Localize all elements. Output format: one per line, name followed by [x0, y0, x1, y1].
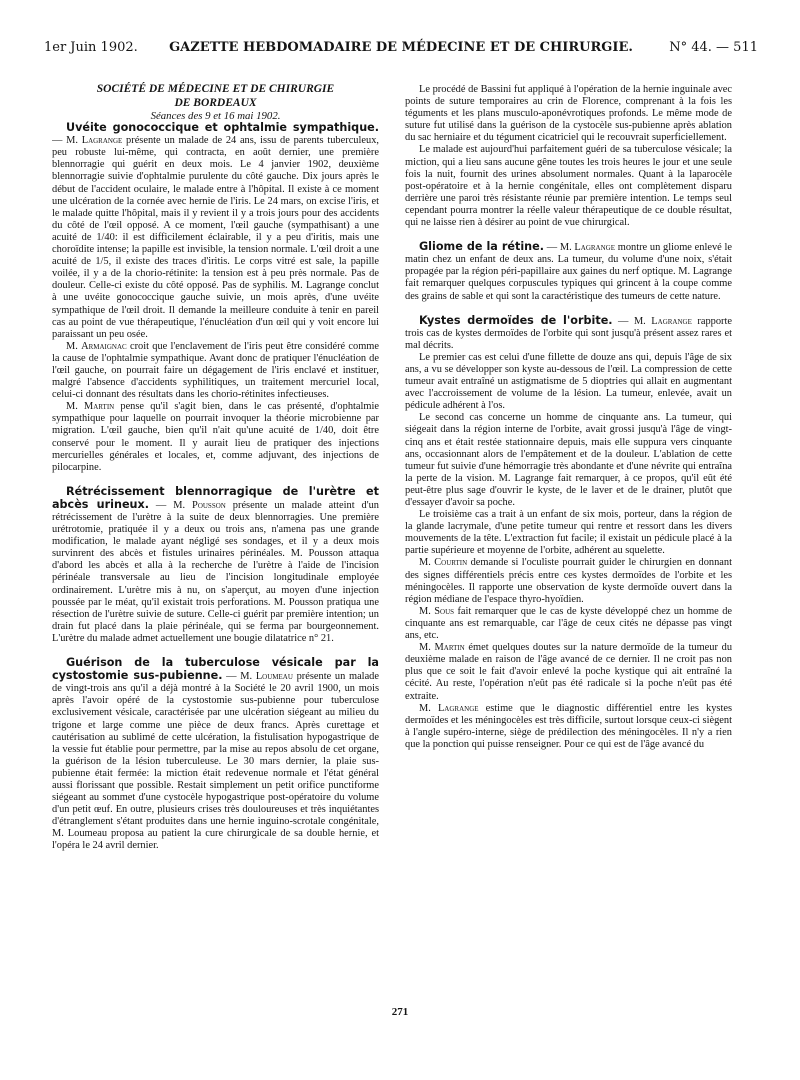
author-name: Loumeau: [255, 671, 293, 683]
paragraph-text: rapporte trois cas de kystes dermoïdes de l'orbite qui sont jusqu'à présent assez rares et mal décrits.: [405, 315, 732, 351]
author-name: Pousson: [192, 499, 226, 511]
author-name: Lagrange: [81, 135, 123, 147]
running-header: [44, 40, 758, 58]
paragraph: [405, 703, 732, 751]
paragraph: Le second cas concerne un homme de cinquante ans. La tumeur, qui siégeait dans la région interne de l'orbite, avait grossi jusqu'à l'âge de vingt-cinq ans et était restée stationnaire depuis, mais elle suppura vers cinquante ans, occasionnant alors de l'empâtement et de la douleur. L'ablation de cette tumeur fut suivie d'une hémorragie très abondante et d'une névrite qui entraîna la perte de la vision. M. Lagrange fait remarquer, à ce propos, qu'il eût été peut-être plus sage d'ouvrir le kyste, de le laver et de le drainer, plutôt que d'essayer d'avoir sa poche.: [405, 412, 732, 508]
section-retrecissement: [52, 486, 379, 645]
paragraph-text: présente un malade de vingt-trois ans qu'il a déjà montré à la Société le 20 avril 1900, un mois après l'avoir opéré de la cystostomie sus-pubienne pour tuberculose exclusivement vésicale, caractérisée par une ulcération siégeant au milieu du trigone et large comme une pièce de deux francs. Après curettage et cautérisation au sublimé de cette ulcération, la fistulisation hypogastrique de la vessie fut établie pour permettre, par la mise au repos absolu de cet organe, la guérison de la lésion tuberculeuse. Le 30 mars dernier, la plaie sus-pubienne était fermée: la miction était redevenue normale et l'état général aussi florissant que possible. Restait simplement un petit orifice punctiforme siégeant au sommet d'une cystocèle hypogastrique post-opératoire du volume d'un petit œuf. En outre, plusieurs crises très douloureuses et très inquiétantes d'étranglement s'étant produites dans une hernie inguino-scrotale congénitale, M. Loumeau proposa au patient la cure chirurgicale de sa double hernie, et l'opéra le 24 avril dernier.: [52, 671, 379, 852]
mr-prefix: M.: [66, 340, 82, 352]
paragraph: [405, 642, 732, 702]
paragraph: Le troisième cas a trait à un enfant de six mois, porteur, dans la région de la glande lacrymale, d'une petite tumeur qui rentre et ressort dans les divers mouvements de la tête. L'extraction fut facile; il existait un pédicule placé à la partie supérieure et moyenne de l'orbite, adhérent au squelette.: [405, 509, 732, 557]
paragraph: Le procédé de Bassini fut appliqué à l'opération de la hernie inguinale avec points de suture temporaires au crin de Florence, comprenant à la fois les téguments et les plans musculo-aponévrotiques profonds. Le même mode de suture fut utilisé dans la guérison de la cystocèle sus-pubienne après ablation du sac herniaire et du tégument cicatriciel qui le recouvrait superficiellement.: [405, 84, 732, 144]
paragraph-text: présente un malade atteint d'un rétrécissement de l'urètre à la suite de deux blennorragies. Une première urétrotomie, pratiquée il y a deux ou trois ans, n'amena pas une grande modification, le malade ayant négligé ses sondages, et il y a deux mois survinrent des abcès et fistules urinaires périnéales. M. Pousson attaqua d'abord les abcès et alla à la recherche de l'urètre à l'aide de l'incision périnéale transversale au lieu de l'incision longitudinale employée ordinairement. L'urètre mis à nu, on s'aperçut, au moyen d'une injection poussée par le méat, qu'il existait trois perforations. M. Pousson pratiqua une résection de l'urètre suivie de suture. Celle-ci guérit par première intention; un drain fut placé dans la plaie périnéale, qui se ferma par bourgeonnement. L'urètre du malade admet actuellement une bougie dilatatrice n° 21.: [52, 499, 379, 644]
paragraph: [405, 241, 732, 302]
section-heading: Uvéite gonococcique et ophtalmie sympathique.: [66, 121, 379, 135]
header-journal-title: GAZETTE HEBDOMADAIRE DE MÉDECINE ET DE CHIRURGIE.: [169, 40, 633, 55]
paragraph-text: émet quelques doutes sur la nature dermoïde de la tumeur du deuxième malade en raison de l'âge avancé de ce dernier. Il ne croit pas non plus que ce soit le fait d'avoir enlevé la poche kystique qui ait entraîné la cécité. Au reste, l'opération n'eût pas été radicale si la poche n'eût pas été extraite.: [405, 642, 732, 702]
mr-prefix: M.: [419, 642, 435, 654]
section-heading: Rétrécissement blennorragique de l'urètre et abcès urineux.: [52, 484, 379, 511]
author-name: Sous: [434, 605, 455, 617]
paragraph: Le premier cas est celui d'une fillette de douze ans qui, depuis l'âge de six ans, a vu se développer son kyste au-dessous de l'œil. La compression de cette tumeur avait entraîné un astigmatisme de 5 dioptries qui allait en augmentant avec l'accroissement de volume de la lésion. La tumeur, enlevée, avait un pédicule adhérent à l'os.: [405, 351, 732, 412]
author-name: Lagrange: [574, 242, 615, 254]
section-heading: Gliome de la rétine.: [419, 240, 544, 254]
paragraph: [52, 486, 379, 645]
paragraph-text: pense qu'il s'agit bien, dans le cas présenté, d'ophtalmie sympathique pour laquelle on pourrait invoquer la théorie microbienne par migration. L'œil gauche, bien qu'il n'ait qu'une acuité de 1/40, doit être conservé pour le moment. Il y aurait lieu de pratiquer des injections mercurielles générales et locales, et, comme adjuvant, des injections de pilocarpine.: [52, 401, 379, 473]
paragraph: [405, 315, 732, 352]
header-date: 1er Juin 1902.: [44, 40, 138, 55]
mr-prefix: M.: [66, 401, 84, 413]
heading-dash: — M.: [222, 671, 256, 683]
mr-prefix: M.: [419, 557, 435, 569]
author-name: Lagrange: [651, 315, 692, 327]
paragraph: [405, 557, 732, 605]
section-gliome: [405, 241, 732, 302]
seances-dates: Séances des 9 et 16 mai 1902.: [150, 110, 281, 122]
left-column: [52, 82, 379, 1032]
paragraph: Le malade est aujourd'hui parfaitement guéri de sa tuberculose vésicale; la miction, qui a lieu sans aucune gêne toutes les trois heures le jour et une seule fois la nuit, fournit des urines absolument normales. Quant à la laparocèle post-opératoire et à la hernie congénitale, elles ont complètement disparu derrière une paroi très résistante réunie par première intention. Le temps seul cependant pourra montrer la réelle valeur thérapeutique de ce double résultat, qui ne laisse rien à désirer au point de vue chirurgical.: [405, 144, 732, 229]
author-name: Lagrange: [437, 702, 479, 714]
paragraph: [52, 657, 379, 853]
page-number: 271: [391, 1006, 409, 1018]
header-issue-number: N° 44. — 511: [669, 40, 758, 55]
paragraph: [52, 122, 379, 341]
paragraph-text: montre un gliome enlevé le matin chez un enfant de deux ans. La tumeur, du volume d'une noix, s'était propagée par la région péri-papillaire aux gaines du nerf optique. M. Lagrange fait remarquer quelques corpuscules typiques qui grincent à la coupe comme des grains de sable et qui sont la caractéristique des tumeurs de cette nature.: [405, 242, 732, 302]
mr-prefix: M.: [419, 605, 435, 617]
section-heading: Kystes dermoïdes de l'orbite.: [419, 313, 613, 327]
right-column: [405, 84, 732, 1034]
section-guerison-continued: [405, 84, 732, 229]
society-title-line2: DE BORDEAUX: [174, 97, 257, 109]
section-uveite: [52, 122, 379, 474]
heading-dash: — M.: [612, 315, 652, 327]
author-name: Armaignac: [81, 340, 127, 352]
paragraph-text: demande si l'oculiste pourrait guider le chirurgien en donnant des signes différentiels précis entre ces kystes dermoïdes de l'orbite et les méningocèles. Il rapporte une observation de kyste dermoïde ouvert dans la région médiane de l'espace thyro-hyoïdien.: [405, 557, 732, 605]
paragraph: [405, 606, 732, 642]
heading-dash: — M.: [52, 135, 82, 147]
paragraph: [52, 341, 379, 401]
paragraph: [52, 401, 379, 474]
section-kystes: [405, 315, 732, 751]
author-name: Martin: [84, 401, 115, 413]
author-name: Martin: [434, 642, 465, 654]
paragraph-text: fait remarquer que le cas de kyste développé chez un homme de cinquante ans est remarquable, car l'âge de ceux cités ne dépasse pas vingt ans, etc.: [405, 605, 732, 642]
paragraph-text: croit que l'enclavement de l'iris peut être considéré comme la cause de l'ophtalmie sympathique. Avant donc de pratiquer l'énucléation de l'œil gauche, on pourrait faire un dégagement de l'iris enclavé et instituer, malgré l'absence d'accidents syphilitiques, un traitement mercuriel local, celui-ci donnant des résultats dans les chorio-rétinites infectieuses.: [52, 340, 379, 401]
paragraph-text: estime que le diagnostic différentiel entre les kystes dermoïdes et les méningocèles est très difficile, surtout lorsque ceux-ci siègent à l'angle supéro-interne, siège de prédilection des méningocèles. Il n'y a rien que la ponction qui puisse renseigner. Pour ce qui est de l'âge avancé du: [405, 702, 732, 750]
section-guerison: [52, 657, 379, 853]
heading-dash: — M.: [543, 242, 575, 254]
author-name: Courtin: [434, 557, 468, 569]
section-heading: Guérison de la tuberculose vésicale par la cystostomie sus-pubienne.: [52, 656, 379, 683]
mr-prefix: M.: [419, 702, 438, 714]
paragraph-text: présente un malade de 24 ans, issu de parents tuberculeux, peu robuste lui-même, qui contracta, en août dernier, une première blennorragie qui guérit en deux mois. Le 4 janvier 1902, deuxième blennorragie suivie d'ophtalmie purulente du côté gauche. Dix jours après le début de l'accident oculaire, le malade entre à l'hôpital. Il existe à ce moment une ulcération de la cornée avec hernie de l'iris. Le 24 mars, on excise l'iris, et le malade quitte l'hôpital, mais il y revient il y a trois jours pour des accidents du côté de l'œil opposé. A ce moment, l'œil gauche (sympathisant) a une acuité de 1/40: il est difficilement éclairable, il y a peu d'iritis, mais une choroïdite intense; la papille est invisible, la tension normale. L'œil droit a une acuité de 1/5, il existe des traces d'iritis. Le corps vitré est sale, la papille voilée, il y a de la chorio-rétinite: la tension est à peu près normale. Pas de douleur. Celle-ci existe du côté opposé. Pas de syphilis. M. Lagrange conclut à une uvéite gonococcique gauche suivie, un mois après, d'une uvéite sympathique de l'œil droit. Il demande la meilleure conduite à tenir en pareil cas au point de vue thérapeutique, l'énucléation d'un œil qui y voit encore lui paraissant un peu osée.: [52, 135, 379, 340]
society-title-line1: SOCIÉTÉ DE MÉDECINE ET DE CHIRURGIE: [96, 83, 335, 95]
heading-dash: — M.: [148, 499, 193, 511]
